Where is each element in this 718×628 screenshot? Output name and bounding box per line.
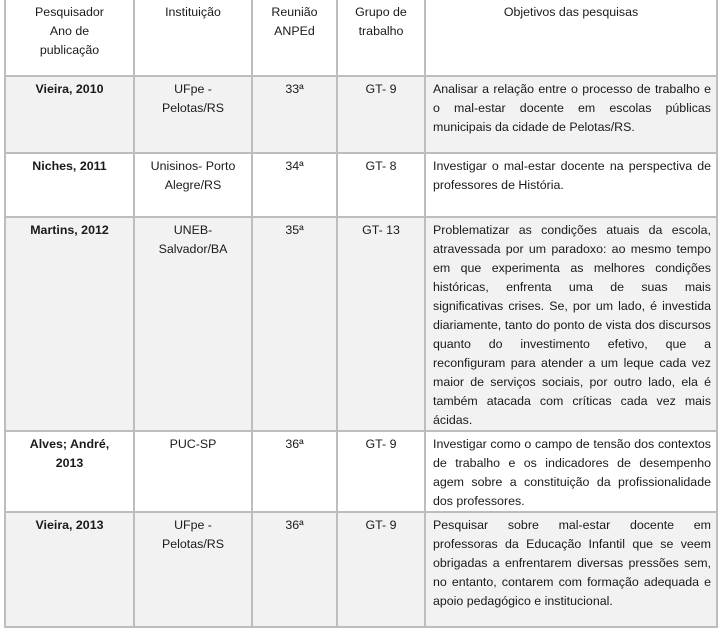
header-grupo-label: Grupo de trabalho	[355, 5, 407, 38]
header-instituicao: Instituição	[134, 0, 252, 76]
cell-instituicao: Unisinos- Porto Alegre/RS	[134, 153, 252, 217]
cell-pesquisador	[5, 431, 134, 512]
cell-objetivo: Pesquisar sobre mal-estar docente em professoras da Educação Infantil que se veem obrigadas a enfrentarem diversas pressões sem, no entanto, contarem com formação adequada e apoio pedagógico e institucional.	[425, 512, 717, 627]
cell-reuniao: 33ª	[252, 76, 337, 153]
cell-pesquisador: Niches, 2011	[5, 153, 134, 217]
header-reuniao-label: Reunião ANPEd	[271, 5, 318, 38]
header-grupo	[337, 0, 425, 76]
cell-instituicao: PUC-SP	[134, 431, 252, 512]
cell-reuniao: 34ª	[252, 153, 337, 217]
table-row	[5, 153, 717, 217]
cell-instituicao	[134, 217, 252, 431]
cell-grupo: GT- 9	[337, 512, 425, 627]
cell-objetivo: Investigar o mal-estar docente na perspectiva de professores de História.	[425, 153, 717, 217]
cell-grupo: GT- 13	[337, 217, 425, 431]
cell-objetivo: Analisar a relação entre o processo de trabalho e o mal-estar docente em escolas públicas municipais da cidade de Pelotas/RS.	[425, 76, 717, 153]
cell-grupo: GT- 9	[337, 431, 425, 512]
header-pesquisador-label: Pesquisador Ano de publicação	[35, 5, 104, 57]
cell-instituicao	[134, 512, 252, 627]
cell-reuniao: 36ª	[252, 512, 337, 627]
table-row	[5, 512, 717, 627]
cell-pesquisador-text: Alves; André, 2013	[29, 437, 110, 470]
cell-pesquisador: Vieira, 2010	[5, 76, 134, 153]
cell-reuniao: 35ª	[252, 217, 337, 431]
cell-reuniao: 36ª	[252, 431, 337, 512]
cell-instituicao-text: UNEB- Salvador/BA	[158, 223, 228, 256]
table-row	[5, 217, 717, 431]
research-table	[4, 0, 718, 628]
cell-objetivo: Problematizar as condições atuais da escola, atravessada por um paradoxo: ao mesmo tempo em que experimenta as melhores condições históricas, enfrenta uma de suas mais significativas crises. Se, por um lado, é investida diariamente, tanto do ponto de vista dos discursos quanto do investimento efetivo, que a reconfiguram para atender a um leque cada vez maior de serviços sociais, por outro lado, ela é também atacada com críticas cada vez mais ácidas.	[425, 217, 717, 431]
header-pesquisador	[5, 0, 134, 76]
header-row	[5, 0, 717, 76]
cell-grupo: GT- 9	[337, 76, 425, 153]
table-row	[5, 431, 717, 512]
header-objetivos: Objetivos das pesquisas	[425, 0, 717, 76]
header-reuniao	[252, 0, 337, 76]
cell-instituicao-text: UFpe - Pelotas/RS	[162, 82, 224, 115]
cell-objetivo: Investigar como o campo de tensão dos contextos de trabalho e os indicadores de desempenho agem sobre a constituição da profissionalidade dos professores.	[425, 431, 717, 512]
cell-instituicao	[134, 76, 252, 153]
cell-pesquisador: Vieira, 2013	[5, 512, 134, 627]
table-row	[5, 76, 717, 153]
cell-instituicao-text: UFpe - Pelotas/RS	[162, 518, 224, 551]
cell-pesquisador: Martins, 2012	[5, 217, 134, 431]
cell-grupo: GT- 8	[337, 153, 425, 217]
